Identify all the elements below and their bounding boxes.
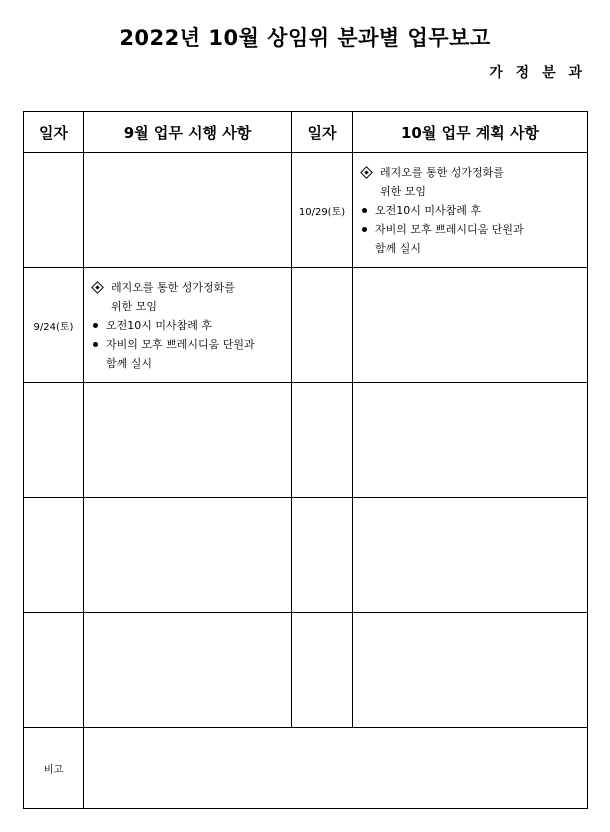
- bullet-icon: [93, 323, 98, 328]
- diamond-bullet-icon: [360, 166, 373, 179]
- oct-date-cell: [292, 268, 353, 383]
- item-heading: 레지오를 통한 성가정화를: [111, 280, 235, 294]
- sep-activity-cell: [84, 498, 292, 613]
- sep-activity-cell: [84, 153, 292, 268]
- oct-plan-cell: [353, 498, 588, 613]
- oct-plan-cell: [353, 268, 588, 383]
- report-title: 2022년 10월 상임위 분과별 업무보고: [119, 26, 491, 50]
- item-bullet-cont: 함께 실시: [106, 356, 153, 370]
- sep-date-cell: [24, 498, 84, 613]
- col-header-date-oct: 일자: [292, 112, 353, 153]
- col-header-sep-activities: 9월 업무 시행 사항: [84, 112, 292, 153]
- item-heading-cont: 위한 모임: [111, 299, 158, 313]
- sep-activity-cell: [84, 613, 292, 728]
- oct-plan-cell: [353, 153, 588, 268]
- item-bullet: 자비의 모후 쁘레시디움 단원과: [106, 337, 255, 351]
- col-header-oct-plans: 10월 업무 계획 사항: [353, 112, 588, 153]
- note-label: 비고: [24, 728, 84, 809]
- sep-date-cell: [24, 383, 84, 498]
- bullet-icon: [362, 208, 367, 213]
- header-row: [24, 112, 588, 153]
- item-heading-cont: 위한 모임: [380, 184, 427, 198]
- oct-date-cell: [292, 613, 353, 728]
- diamond-bullet-icon: [91, 281, 104, 294]
- table-row: [24, 153, 588, 268]
- oct-plan-cell: [353, 383, 588, 498]
- table-row: [24, 383, 588, 498]
- oct-date-cell: [292, 498, 353, 613]
- item-bullet: 오전10시 미사참례 후: [375, 203, 481, 217]
- table-row: [24, 268, 588, 383]
- sep-date-cell: 9/24(토): [24, 268, 84, 383]
- item-bullet: 오전10시 미사참례 후: [106, 318, 212, 332]
- sep-activity-cell: [84, 383, 292, 498]
- col-header-date-sep: 일자: [24, 112, 84, 153]
- department-name: 가 정 분 과: [489, 65, 586, 81]
- table-row: [24, 613, 588, 728]
- bullet-icon: [362, 227, 367, 232]
- note-content-cell: [84, 728, 588, 809]
- activity-item: [84, 278, 291, 373]
- bullet-icon: [93, 342, 98, 347]
- item-bullet: 자비의 모후 쁘레시디움 단원과: [375, 222, 524, 236]
- report-table: [23, 111, 588, 809]
- sep-activity-cell: [84, 268, 292, 383]
- note-row: [24, 728, 588, 809]
- sep-date-cell: [24, 153, 84, 268]
- oct-date-cell: [292, 383, 353, 498]
- plan-item: [353, 163, 587, 258]
- oct-date-cell: 10/29(토): [292, 153, 353, 268]
- item-bullet-cont: 함께 실시: [375, 241, 422, 255]
- table-row: [24, 498, 588, 613]
- item-heading: 레지오를 통한 성가정화를: [380, 165, 504, 179]
- sep-date-cell: [24, 613, 84, 728]
- oct-plan-cell: [353, 613, 588, 728]
